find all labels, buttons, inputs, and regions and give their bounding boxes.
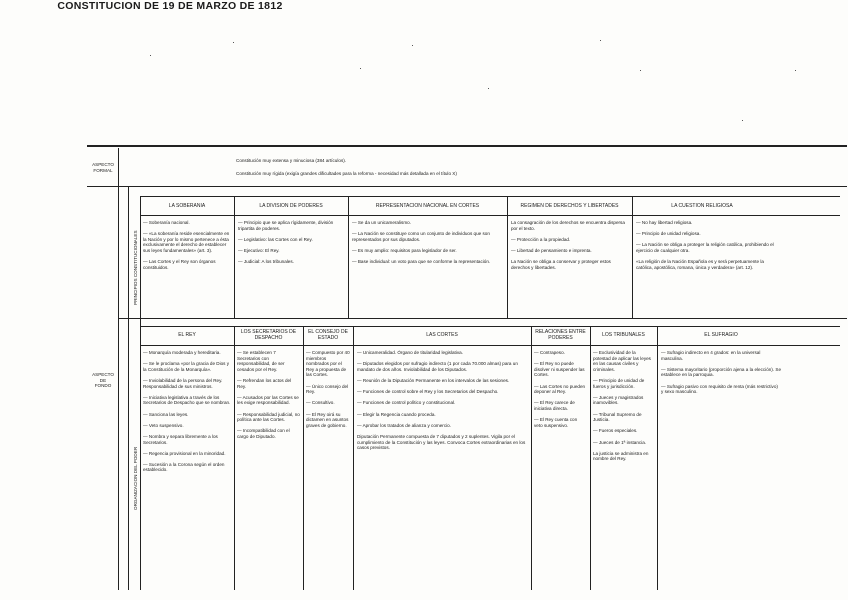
- speck: [600, 40, 601, 41]
- speck: [742, 120, 743, 121]
- speck: [412, 45, 413, 46]
- organizacion-col-divider: [531, 326, 532, 590]
- principios-side-label: PRINCIPIOS CONSTITUCIONALES: [133, 230, 138, 305]
- speck: [150, 55, 151, 56]
- organizacion-top-rule: [140, 326, 840, 327]
- principios-top-rule: [140, 196, 840, 197]
- principios-col-divider: [632, 196, 633, 318]
- principios-cell-derechos: La consagración de los derechos se encuentra dispersa por el texto. — Protección a la propiedad. — Libertad de pensamiento e imprenta. La Nación se obliga a conservar y proteger estos derechos y libertades.: [511, 220, 625, 270]
- document-title: CONSTITUCION DE 19 DE MARZO DE 1812: [57, 0, 283, 12]
- organizacion-col-divider: [234, 326, 235, 590]
- content-left-border: [140, 196, 141, 590]
- speck: [488, 88, 489, 89]
- organizacion-header: EL SUFRAGIO: [704, 332, 738, 338]
- side-label-divider: [128, 186, 129, 590]
- speck: [795, 70, 796, 71]
- organizacion-header: LOS SECRETARIOS DE DESPACHO: [240, 329, 297, 341]
- organizacion-cell-relaciones: — Contrapeso. — El Rey no puede disolver ni suspender las Cortes. — Las Cortes no pueden deponer al Rey. — El Rey carece de iniciativa directa. — El Rey cuenta con veto suspensivo.: [534, 350, 586, 428]
- title-rule: [87, 145, 847, 147]
- organizacion-cell-cortes: — Unicameralidad. Órgano de titularidad legislativa. — Diputados elegidos por sufragio indirecto (1 por cada 70.000 almas) para un mandato de dos años. Inviolabilidad de los Diputados. — Reunión de la Diputación Permanente en los intervalos de las sesiones. — Funciones de control sobre el Rey y los Secretarios del Despacho. — Funciones de control político y constitucional. — Elegir la Regencia cuando proceda. — Aprobar los tratados de alianza y comercio. Diputación Permanente compuesta de 7 diputados y 2 suplentes. Vigila por el cumplimiento de la Constitución y las leyes. Convoca Cortes extraordinarias en los casos previstos.: [357, 350, 526, 451]
- organizacion-header: LAS CORTES: [426, 332, 458, 338]
- principios-header: REPRESENTACION NACIONAL EN CORTES: [375, 203, 480, 209]
- organizacion-header-rule: [140, 345, 840, 346]
- organizacion-cell-rey: — Monarquía moderada y hereditaria. — Se le proclama «por la gracia de Dios y la Constitución de la Monarquía». — Inviolabilidad de la persona del Rey. Responsabilidad de sus ministros. — Iniciativa legislativa a través de los Secretarios de Despacho que se nombran. — Sanciona las leyes. — Veto suspensivo. — Nombra y separa libremente a los Secretarios. — Regencia provisional en la minoridad. — Sucesión a la Corona según el orden establecido.: [143, 350, 231, 473]
- organizacion-col-divider: [590, 326, 591, 590]
- organizacion-cell-tribunales: — Exclusividad de la potestad de aplicar las leyes en las causas civiles y criminales. — Principio de unidad de fueros y jurisdicción. — Jueces y magistrados inamovibles. — Tribunal Supremo de Justicia. — Fueros especiales. — Jueces de 1ª instancia. La justicia se administra en nombre del Rey.: [593, 350, 651, 462]
- organizacion-cell-sufragio: — Sufragio indirecto en 4 grados: en la universal masculina. — Sistema mayoritario (proporción ajena a la elección). Se establece en la parroquia. — Sufragio pasivo con requisito de renta (más restrictivo) y sexo masculino.: [661, 350, 782, 395]
- organizacion-cell-secretarios: — Se establecen 7 Secretarios con responsabilidad, de ser cesados por el Rey. — Refrendan los actos del Rey. — Acusados por las Cortes se les exige responsabilidad. — Responsabilidad judicial, no política ante las Cortes. — Incompatibilidad con el cargo de Diputado.: [237, 350, 300, 439]
- left-column-divider: [118, 148, 119, 590]
- principios-cell-representacion: — Se da un unicameralismo. — La Nación se constituye como un conjunto de individuos que son representados por sus diputados. — Es muy amplio: requisitos para legislador de ser. — Base individual: un voto para que se conforme la representación.: [352, 220, 491, 265]
- principios-header: LA SOBERANIA: [168, 203, 206, 209]
- principios-header: LA DIVISION DE PODERES: [259, 203, 323, 209]
- organizacion-header: EL CONSEJO DE ESTADO: [308, 329, 348, 341]
- aspecto-formal-line2: Constitución muy rígida (exigía grandes dificultades para la reforma - necesidad más detallada en el título X): [236, 171, 457, 176]
- speck: [360, 68, 361, 69]
- principios-col-divider: [348, 196, 349, 318]
- principios-cell-division: — Principio que se aplica rígidamente, división tripartita de poderes. — Legislativo: las Cortes con el Rey. — Ejecutivo: El Rey. — Judicial: A los tribunales.: [238, 220, 334, 265]
- principios-cell-soberania: — Soberanía nacional. — «La soberanía reside esencialmente en la Nación y por lo mismo pertenece a ésta exclusivamente el derecho de establecer sus leyes fundamentales» (art. 3). — Las Cortes y el Rey son órganos constituidos.: [143, 220, 230, 270]
- organizacion-header: LOS TRIBUNALES: [602, 332, 645, 338]
- organizacion-header: RELACIONES ENTRE PODERES: [535, 329, 586, 341]
- principios-header: REGIMEN DE DERECHOS Y LIBERTADES: [520, 203, 619, 209]
- principios-col-divider: [234, 196, 235, 318]
- organizacion-side-label: ORGANIZACION DEL PODER: [133, 446, 138, 510]
- organizacion-col-divider: [353, 326, 354, 590]
- aspecto-fondo-label: ASPECTO DE FONDO: [92, 372, 114, 389]
- principios-col-divider: [507, 196, 508, 318]
- aspecto-formal-line1: Constitución muy extensa y minuciosa (384 artículos).: [236, 158, 347, 163]
- principios-header: LA CUESTION RELIGIOSA: [671, 203, 733, 209]
- principios-header-rule: [140, 215, 840, 216]
- organizacion-header: EL REY: [178, 332, 196, 338]
- organizacion-cell-consejo: — Compuesto por 40 miembros nombrados por el Rey a propuesta de las Cortes. — Único consejo del Rey. — Consultivo. — El Rey oirá su dictamen en asuntos graves de gobierno.: [306, 350, 350, 428]
- aspecto-formal-label: ASPECTO FORMAL: [92, 162, 114, 173]
- speck: [640, 70, 641, 71]
- organizacion-col-divider: [657, 326, 658, 590]
- speck: [233, 42, 234, 43]
- principios-bottom-rule: [118, 318, 847, 319]
- principios-cell-religion: — No hay libertad religiosa. — Principio de unidad religiosa. — La Nación se obliga a proteger la religión católica, prohibiendo el ejercicio de cualquier otra. «La religión de la Nación Española es y será perpetuamente la católica, apostólica, romana, única y verdadera» (art. 12).: [636, 220, 774, 270]
- organizacion-col-divider: [303, 326, 304, 590]
- section-divider: [87, 186, 847, 187]
